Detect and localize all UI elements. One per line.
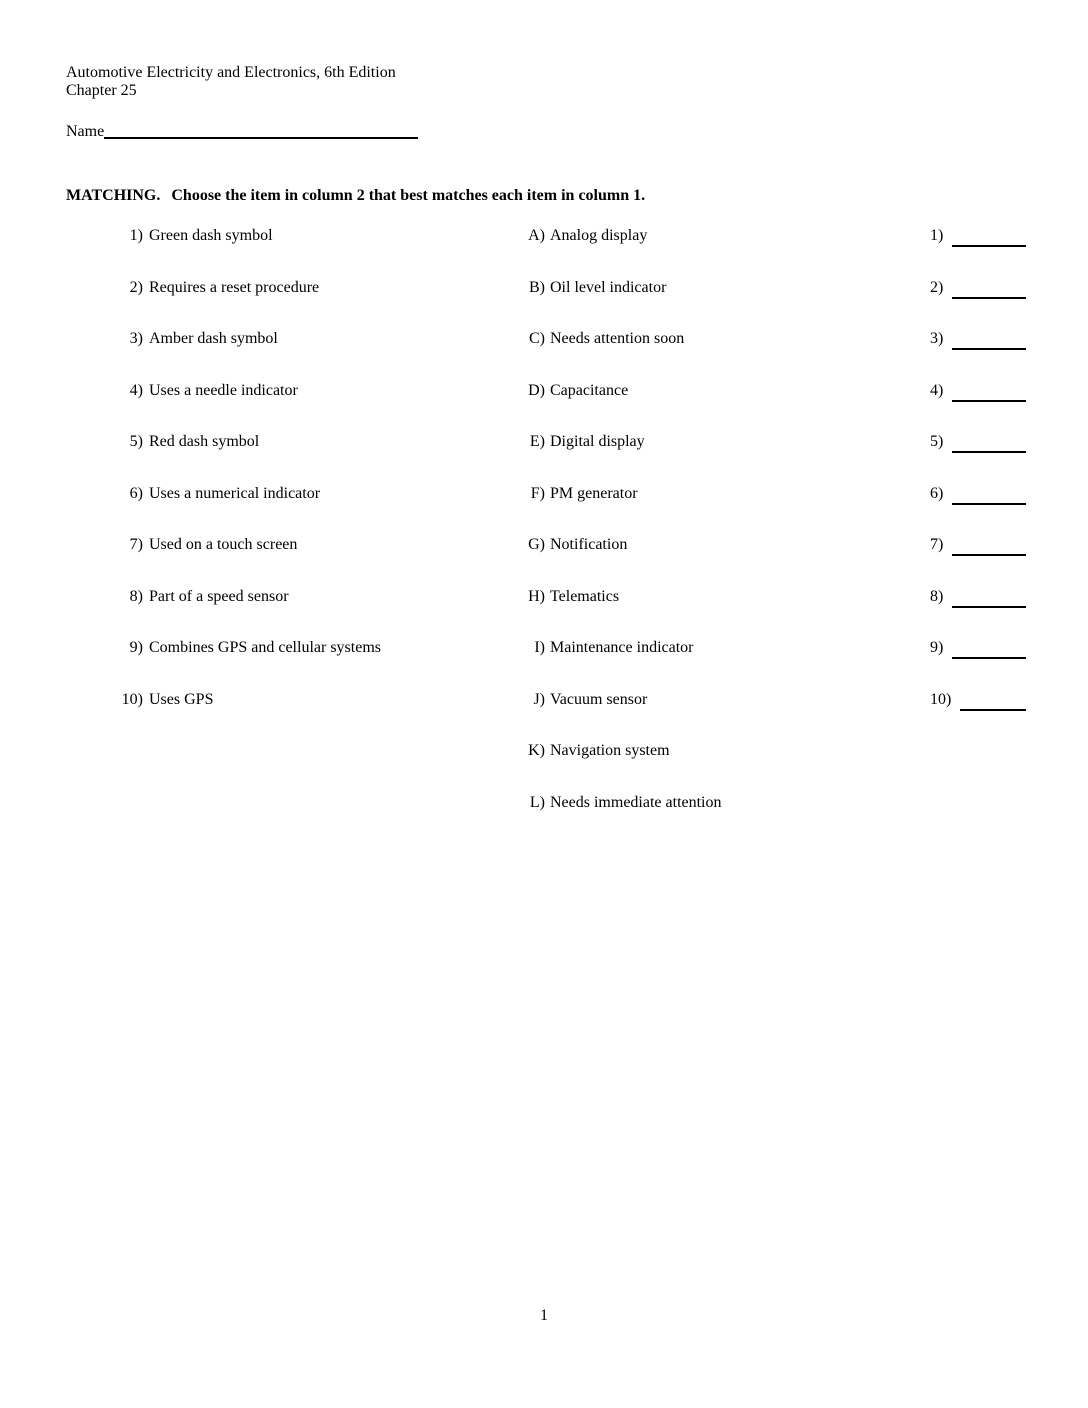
answer-number: 10) <box>930 690 952 708</box>
page-footer <box>0 1306 1088 1326</box>
answer-blank-line <box>952 535 1026 556</box>
item-number: 6) <box>129 484 143 502</box>
answer-number: 4) <box>930 381 944 399</box>
column1-item-6 <box>108 484 508 536</box>
item-number: 9) <box>129 639 143 656</box>
item-letter: I) <box>534 639 545 656</box>
column2-item-L <box>515 793 845 845</box>
answer-blank-line <box>952 638 1026 659</box>
book-title: Automotive Electricity and Electronics, 6th Edition <box>66 64 396 81</box>
item-letter: C) <box>529 330 545 347</box>
item-letter: L) <box>529 793 545 811</box>
item-text: Capacitance <box>550 381 629 399</box>
item-text: Combines GPS and cellular systems <box>149 639 381 656</box>
answer-row-8 <box>930 587 1026 639</box>
item-number: 1) <box>129 227 143 244</box>
answer-blank-line <box>952 432 1026 453</box>
item-text: Needs immediate attention <box>550 793 722 811</box>
answer-blank-line <box>952 226 1026 247</box>
item-text: Notification <box>550 536 628 553</box>
item-number: 4) <box>129 381 143 399</box>
item-text: Part of a speed sensor <box>149 587 289 605</box>
column1-item-3 <box>108 329 508 381</box>
item-number: 2) <box>129 278 143 296</box>
column2-item-F <box>515 484 845 536</box>
item-text: Vacuum sensor <box>550 690 648 708</box>
item-letter: K) <box>528 742 545 759</box>
column1-item-9 <box>108 638 508 690</box>
item-letter: F) <box>530 484 545 502</box>
item-text: Needs attention soon <box>550 330 685 347</box>
column2-item-D <box>515 381 845 433</box>
column2-item-E <box>515 432 845 484</box>
item-number: 3) <box>129 330 143 347</box>
answer-number: 1) <box>930 227 944 244</box>
answer-blank-line <box>952 381 1026 402</box>
answer-row-2 <box>930 278 1026 330</box>
item-letter: J) <box>533 690 545 708</box>
answer-blank-line <box>952 278 1026 299</box>
item-text: Uses a needle indicator <box>149 381 298 399</box>
item-text: Amber dash symbol <box>149 330 278 347</box>
item-text: Requires a reset procedure <box>149 278 320 296</box>
answer-blank-line <box>960 690 1026 711</box>
column1-item-1 <box>108 226 508 278</box>
item-number: 7) <box>129 536 143 553</box>
column-2-items <box>515 226 845 844</box>
column2-item-I <box>515 638 845 690</box>
name-label: Name <box>66 123 105 140</box>
item-number: 8) <box>129 587 143 605</box>
item-letter: D) <box>528 381 545 399</box>
answer-number: 8) <box>930 587 944 605</box>
item-text: Maintenance indicator <box>550 639 694 656</box>
answer-number: 9) <box>930 639 944 656</box>
name-blank-line <box>104 137 418 139</box>
page-number: 1 <box>540 1307 548 1324</box>
column2-item-A <box>515 226 845 278</box>
column2-item-G <box>515 535 845 587</box>
name-field <box>66 122 418 142</box>
column1-item-7 <box>108 535 508 587</box>
column2-item-H <box>515 587 845 639</box>
column1-item-10 <box>108 690 508 742</box>
answer-number: 5) <box>930 433 944 450</box>
item-text: PM generator <box>550 484 638 502</box>
item-letter: G) <box>528 536 545 553</box>
matching-label: MATCHING. <box>66 187 161 204</box>
column1-item-5 <box>108 432 508 484</box>
answer-blank-line <box>952 484 1026 505</box>
column-1-items <box>108 226 508 741</box>
item-text: Used on a touch screen <box>149 536 298 553</box>
item-text: Digital display <box>550 433 645 450</box>
answer-blank-line <box>952 587 1026 608</box>
item-text: Red dash symbol <box>149 433 260 450</box>
item-text: Analog display <box>550 227 648 244</box>
item-letter: B) <box>529 278 545 296</box>
answer-row-7 <box>930 535 1026 587</box>
item-text: Oil level indicator <box>550 278 667 296</box>
answer-number: 7) <box>930 536 944 553</box>
column2-item-B <box>515 278 845 330</box>
column2-item-J <box>515 690 845 742</box>
item-letter: A) <box>528 227 545 244</box>
chapter-title: Chapter 25 <box>66 82 137 99</box>
instructions-heading <box>66 186 645 206</box>
answer-row-3 <box>930 329 1026 381</box>
answer-blank-line <box>952 329 1026 350</box>
document-header <box>66 64 396 100</box>
item-text: Green dash symbol <box>149 227 273 244</box>
instructions-text: Choose the item in column 2 that best matches each item in column 1. <box>171 187 646 204</box>
answer-number: 3) <box>930 330 944 347</box>
answer-row-6 <box>930 484 1026 536</box>
item-text: Navigation system <box>550 742 670 759</box>
column1-item-4 <box>108 381 508 433</box>
item-letter: E) <box>529 433 545 450</box>
item-number: 5) <box>129 433 143 450</box>
answer-row-1 <box>930 226 1026 278</box>
column1-item-2 <box>108 278 508 330</box>
answer-blanks-column <box>930 226 1026 741</box>
answer-number: 6) <box>930 484 944 502</box>
column1-item-8 <box>108 587 508 639</box>
answer-number: 2) <box>930 278 944 296</box>
answer-row-4 <box>930 381 1026 433</box>
answer-row-9 <box>930 638 1026 690</box>
column2-item-K <box>515 741 845 793</box>
answer-row-5 <box>930 432 1026 484</box>
item-text: Uses a numerical indicator <box>149 484 321 502</box>
item-text: Telematics <box>550 587 620 605</box>
answer-row-10 <box>930 690 1026 742</box>
item-text: Uses GPS <box>149 690 214 708</box>
column2-item-C <box>515 329 845 381</box>
item-letter: H) <box>528 587 545 605</box>
item-number: 10) <box>121 690 143 708</box>
